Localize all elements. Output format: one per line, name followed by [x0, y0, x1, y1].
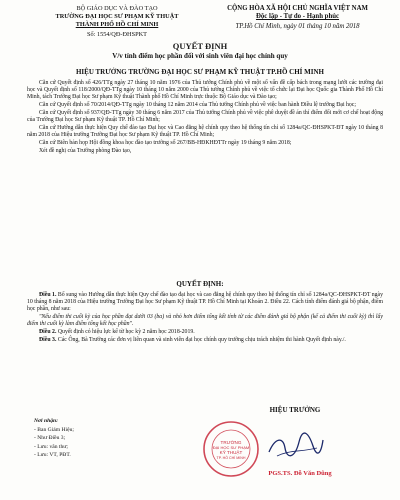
article-3 — [27, 337, 383, 344]
article-text: Bổ sung vào Hướng dẫn thực hiện Quy chế đào tạo đại học và cao đẳng hệ chính quy theo hệ thống tín chỉ số 1284a/QC-ĐHSPKT-ĐT ngày 10 tháng 8 năm 2018 của Hiệu trưởng Trường Đại học Sư phạm Kỹ thuật TP. Hồ Chí Minh tại Khoản 2. Điều 22. Cách tính điểm đánh giá bộ phận, điểm học phần, như sau: — [27, 292, 383, 313]
issuing-authority: HIỆU TRƯỞNG TRƯỜNG ĐẠI HỌC SƯ PHẠM KỸ THUẬT TP.HỒ CHÍ MINH — [75, 68, 324, 76]
article-label: Điều 3. — [39, 337, 57, 343]
signature-title: HIỆU TRƯỞNG — [269, 406, 321, 414]
svg-text:ĐẠI HỌC SƯ PHẠM: ĐẠI HỌC SƯ PHẠM — [212, 445, 250, 450]
svg-text:TP. HỒ CHÍ MINH: TP. HỒ CHÍ MINH — [216, 456, 246, 460]
recipients-heading: Nơi nhận: — [34, 418, 58, 424]
header-right — [200, 5, 395, 31]
signer-name: PGS.TS. Đỗ Văn Dũng — [268, 470, 332, 477]
document-title: QUYẾT ĐỊNH — [172, 41, 228, 51]
article-label: Điều 2. — [39, 329, 57, 336]
article-text: Các Ông, Bà Trưởng các đơn vị liên quan và sinh viên đại học chính quy trường chịu trách nhiệm thi hành Quyết định này./. — [57, 337, 346, 343]
articles — [27, 292, 383, 345]
basis-paragraph: Căn cứ Quyết định số 937/QĐ-TTg ngày 30 tháng 6 năm 2017 của Thủ tướng Chính phủ về việc phê duyệt đề án thí điểm đổi mới cơ chế hoạt động của Trường Đại học Sư phạm Kỹ thuật TP. Hồ Chí Minh; — [27, 110, 383, 124]
recipient-item: - Như Điều 3; — [34, 435, 66, 442]
article-label: Điều 1. — [39, 292, 57, 298]
university-name-line1: TRƯỜNG ĐẠI HỌC SƯ PHẠM KỸ THUẬT — [55, 13, 179, 20]
article-text: Quyết định có hiệu lực kể từ học kỳ 2 năm học 2018-2019. — [57, 329, 195, 336]
basis-paragraph: Căn cứ Biên bản họp Hội đồng khoa học đào tạo trường số 267/BB-HĐKHĐTTr ngày 19 tháng 9 năm 2018; — [39, 140, 292, 146]
basis-paragraph: Xét đề nghị của Trưởng phòng Đào tạo, — [39, 147, 132, 154]
handwritten-signature — [265, 430, 325, 462]
article-2 — [27, 329, 383, 336]
recipient-item: - Lưu: văn thư; — [34, 443, 68, 450]
article-text: "Nếu điểm thi cuối kỳ của học phần đạt dưới 03 (ba) và nhỏ hơn điểm tổng kết tính từ các điểm đánh giá bộ phận (kể cả điểm thi cuối kỳ) thì lấy điểm thi cuối kỳ làm điểm tổng kết học phần". — [27, 314, 383, 328]
decide-heading: QUYẾT ĐỊNH: — [176, 280, 224, 288]
basis-paragraph: Căn cứ Quyết định số 70/2014/QĐ-TTg ngày 10 tháng 12 năm 2014 của Thủ tướng Chính phủ về việc ban hành Điều lệ trường Đại học; — [39, 102, 356, 109]
article-1-quote — [27, 314, 383, 328]
basis-paragraph: Căn cứ Quyết định số 426/TTg ngày 27 tháng 10 năm 1976 của Thủ tướng Chính phủ về một số vấn đề cấp bách trong mạng lưới các trường đại học và Quyết định số 118/2000/QĐ-TTg ngày 10 tháng 10 năm 2000 của Thủ tướng Chính phủ về việc tổ chức lại Đại học Quốc gia Thành Phố Hồ Chí Minh, tách Trường Đại học Sư phạm Kỹ thuật Thành phố Hồ Chí Minh trực thuộc Bộ Giáo dục và Đào tạo; — [27, 80, 383, 101]
header-left — [42, 5, 192, 39]
basis-paragraph: Căn cứ Hướng dẫn thực hiện Quy chế đào tạo Đại học và Cao đẳng hệ chính quy theo hệ thống tín chỉ số 1284a/QC-ĐHSPKT-ĐT ngày 10 tháng 8 năm 2018 của Hiệu trưởng Trường Đại học Sư phạm Kỹ thuật TP. Hồ Chí Minh; — [27, 125, 383, 139]
country-name: CỘNG HÒA XÃ HỘI CHỦ NGHĨA VIỆT NAM — [227, 5, 368, 12]
article-1 — [27, 292, 383, 314]
recipients — [34, 417, 154, 460]
document-number: Số: 1554/QĐ-ĐHSPKT — [86, 31, 147, 38]
national-motto: Độc lập - Tự do - Hạnh phúc — [255, 13, 340, 20]
svg-text:KỸ THUẬT: KỸ THUẬT — [219, 450, 243, 455]
university-name-line2: THÀNH PHỐ HỒ CHÍ MINH — [75, 21, 159, 28]
document-subtitle: V/v tính điểm học phần đối với sinh viên đại học chính quy — [112, 52, 288, 60]
legal-bases — [27, 80, 383, 156]
ministry-name: BỘ GIÁO DỤC VÀ ĐÀO TẠO — [76, 5, 158, 12]
recipient-item: - Ban Giám Hiệu; — [34, 426, 74, 433]
place-date: TP.Hồ Chí Minh, ngày 01 tháng 10 năm 2018 — [235, 23, 360, 30]
recipient-item: - Lưu: VT, PĐT. — [34, 452, 71, 459]
svg-text:TRƯỜNG: TRƯỜNG — [220, 440, 242, 445]
